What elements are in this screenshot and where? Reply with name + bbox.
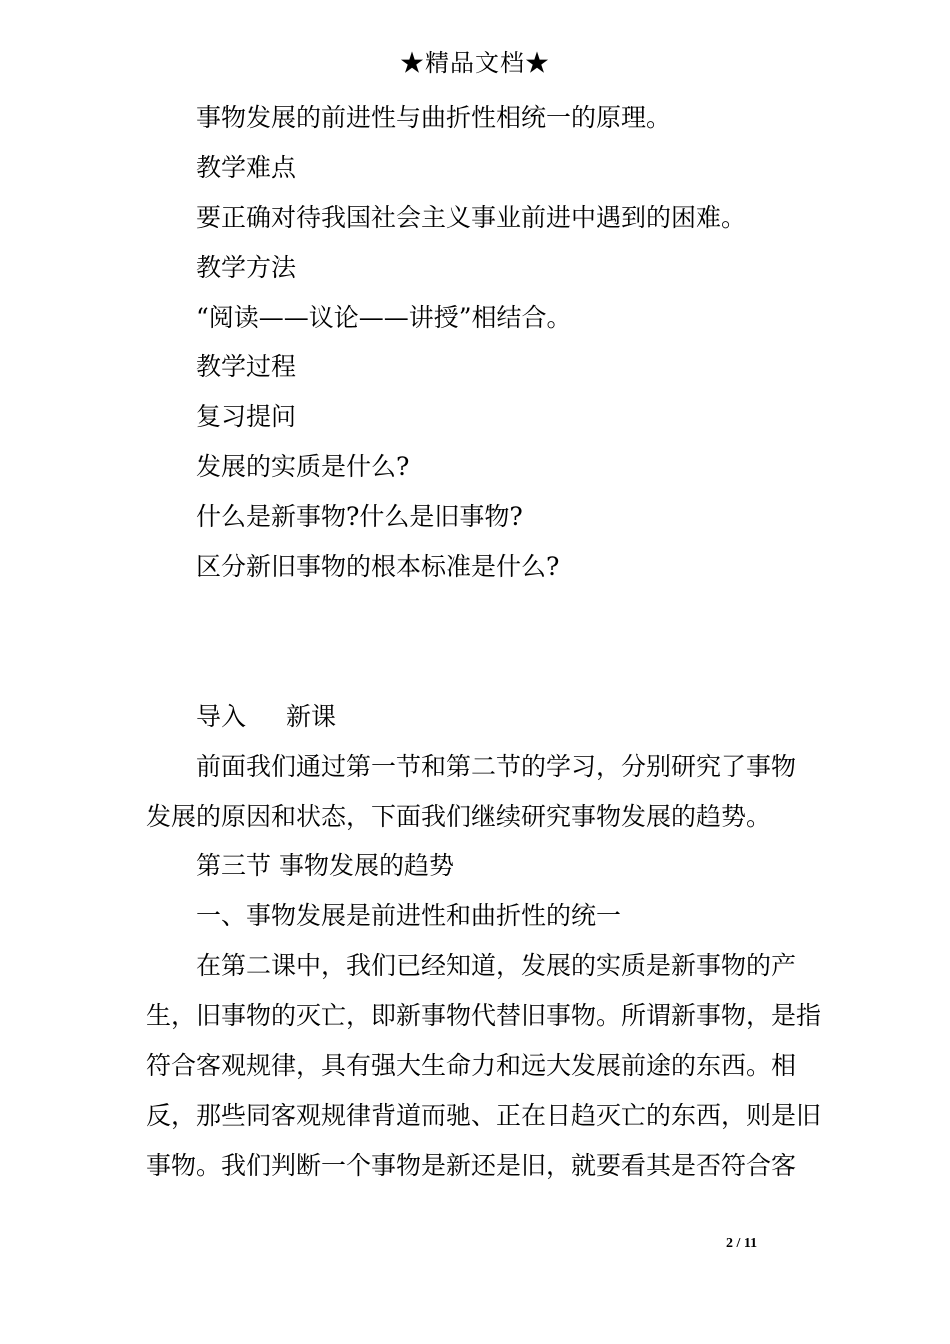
paragraph-line: 前面我们通过第一节和第二节的学习，分别研究了事物 — [196, 752, 797, 781]
heading-teaching-process: 教学过程 — [196, 352, 297, 381]
paragraph-line: 在第二课中，我们已经知道，发展的实质是新事物的产 — [196, 951, 797, 980]
heading-teaching-method: 教学方法 — [196, 253, 297, 282]
intro-part-2: 新课 — [286, 702, 337, 731]
question-line: 什么是新事物?什么是旧事物? — [196, 502, 523, 531]
text-line: 要正确对待我国社会主义事业前进中遇到的困难。 — [196, 203, 747, 232]
section-title: 第三节 事物发展的趋势 — [196, 851, 454, 880]
heading-teaching-difficulty: 教学难点 — [196, 153, 297, 182]
heading-review-questions: 复习提问 — [196, 402, 297, 431]
paragraph-line: 发展的原因和状态，下面我们继续研究事物发展的趋势。 — [146, 802, 772, 831]
page-number: 2 / 11 — [726, 1236, 758, 1251]
paragraph-line: 生，旧事物的灭亡，即新事物代替旧事物。所谓新事物，是指 — [146, 1001, 822, 1030]
subsection-title: 一、事物发展是前进性和曲折性的统一 — [196, 901, 622, 930]
text-line: “阅读——议论——讲授”相结合。 — [196, 303, 572, 332]
paragraph-line: 反，那些同客观规律背道而驰、正在日趋灭亡的东西，则是旧 — [146, 1101, 822, 1130]
paragraph-line: 符合客观规律，具有强大生命力和远大发展前途的东西。相 — [146, 1051, 797, 1080]
intro-heading — [196, 700, 336, 734]
intro-part-1: 导入 — [196, 702, 247, 731]
page-header-title: ★精品文档★ — [400, 49, 550, 77]
paragraph-line: 事物。我们判断一个事物是新还是旧，就要看其是否符合客 — [146, 1151, 797, 1180]
question-line: 发展的实质是什么? — [196, 452, 410, 481]
question-line: 区分新旧事物的根本标准是什么? — [196, 552, 560, 581]
text-line: 事物发展的前进性与曲折性相统一的原理。 — [196, 103, 672, 132]
